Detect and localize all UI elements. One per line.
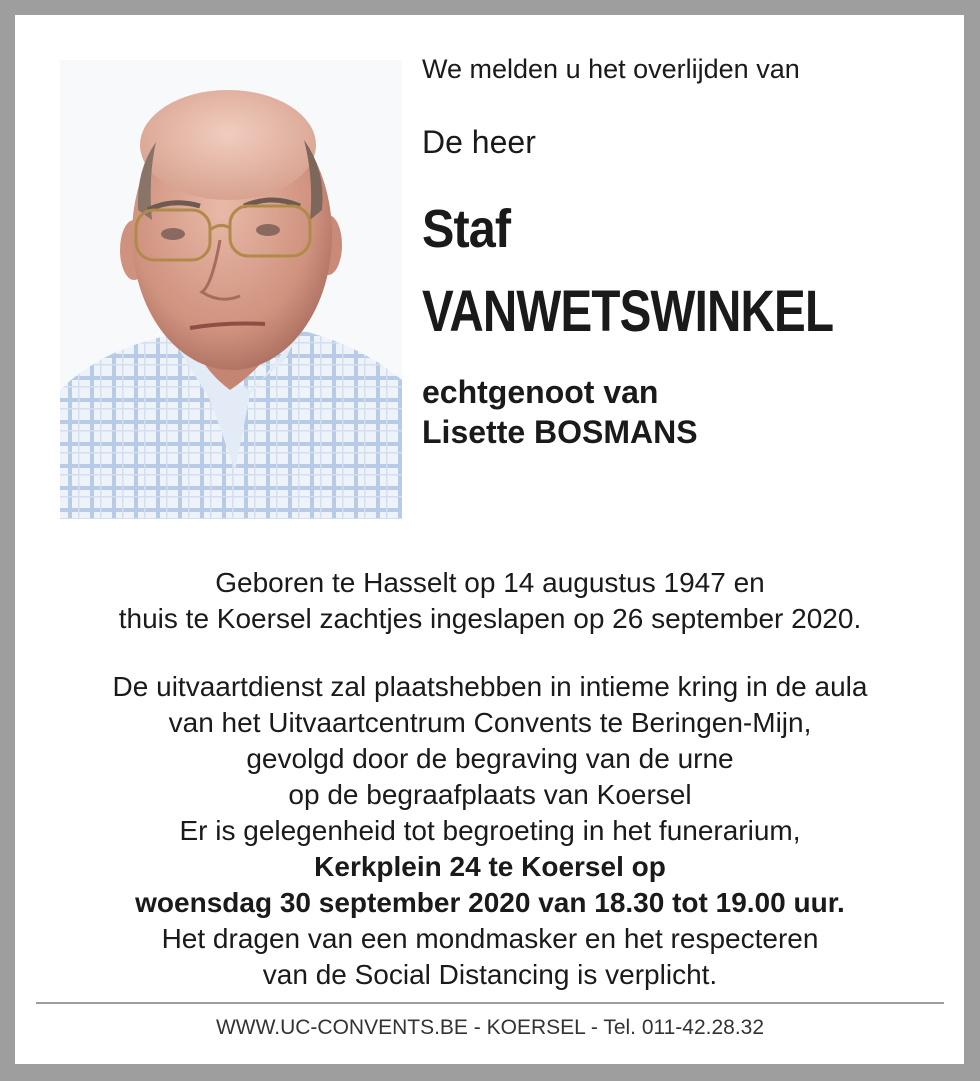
visitation-date-time: woensdag 30 september 2020 van 18.30 tot 19.00 uur. [135,887,845,918]
footer-contact: WWW.UC-CONVENTS.BE - KOERSEL - Tel. 011-42.28.32 [215,1016,765,1039]
funeral-line-1: De uitvaartdienst zal plaatshebben in intieme kring in de aula [112,671,868,702]
funeral-line-9: van de Social Distancing is verplicht. [262,959,718,990]
portrait-photo [60,60,402,519]
spouse-prefix: echtgenoot van [422,374,659,410]
funeral-line-2: van het Uitvaartcentrum Convents te Beringen-Mijn, [168,707,812,738]
spouse-name: Lisette BOSMANS [422,414,698,450]
funeral-line-4: op de begraafplaats van Koersel [288,779,692,810]
spouse-info [422,372,698,452]
announcement-intro: We melden u het overlijden van [422,54,800,84]
birth-line-1: Geboren te Hasselt op 14 augustus 1947 en [215,567,765,598]
deceased-first-name: Staf [422,199,511,259]
funeral-line-5: Er is gelegenheid tot begroeting in het funerarium, [179,815,801,846]
funeral-line-3: gevolgd door de begraving van de urne [246,743,734,774]
birth-line-2: thuis te Koersel zachtjes ingeslapen op 26 september 2020. [118,603,862,634]
funeral-line-8: Het dragen van een mondmasker en het respecteren [161,923,819,954]
footer-divider [36,1002,944,1004]
honorific-title: De heer [422,124,536,160]
funeral-details [40,669,940,993]
visitation-address: Kerkplein 24 te Koersel op [314,851,666,882]
birth-death-details [40,565,940,637]
deceased-surname: VANWETSWINKEL [422,279,834,344]
